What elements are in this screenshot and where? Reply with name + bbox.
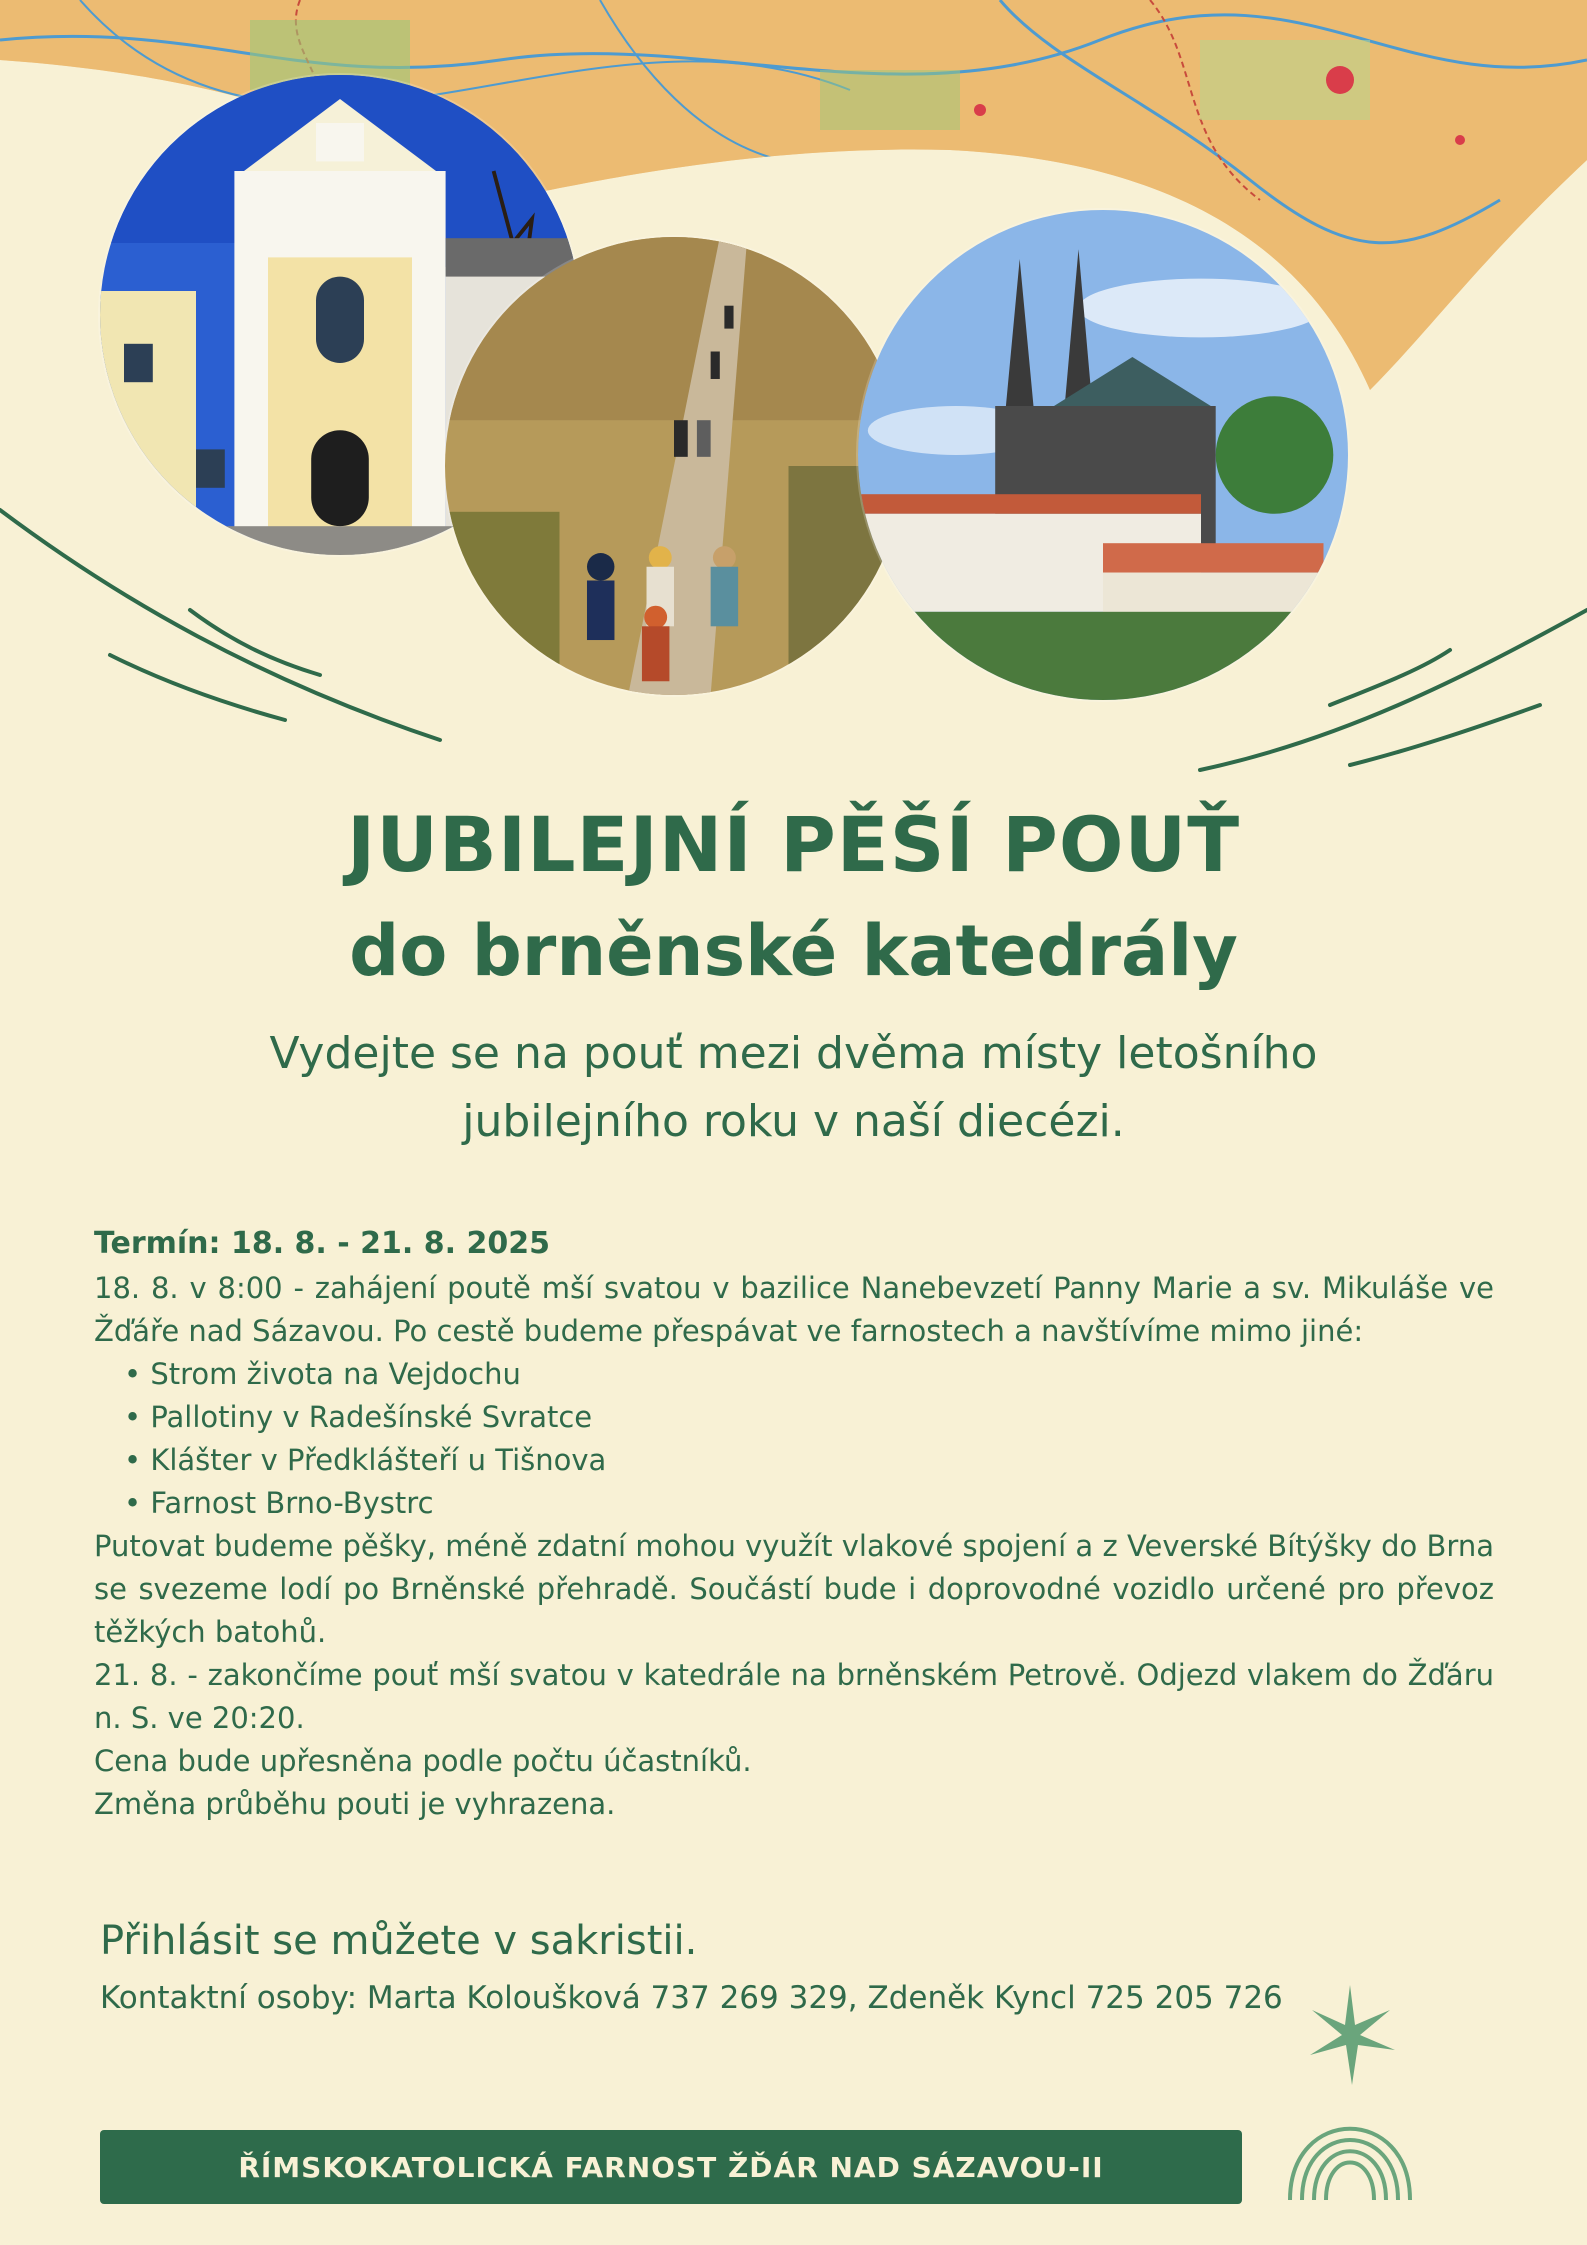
intro-paragraph: 18. 8. v 8:00 - zahájení poutě mší svatou v bazilice Nanebevzetí Panny Marie a sv. Mikuláše ve Žďáře nad Sázavou. Po cestě budeme přespávat ve farnostech a navštívíme mimo jiné: bbox=[94, 1271, 1494, 1348]
parish-name: ŘÍMSKOKATOLICKÁ FARNOST ŽĎÁR NAD SÁZAVOU-II bbox=[238, 2150, 1104, 2184]
tagline-line-1: Vydejte se na pouť mezi dvěma místy letošního bbox=[269, 1028, 1318, 1079]
footer-bar bbox=[100, 2130, 1242, 2204]
event-details bbox=[94, 1222, 1494, 1826]
page-title: JUBILEJNÍ PĚŠÍ POUŤ bbox=[346, 800, 1241, 889]
tagline bbox=[150, 1020, 1437, 1156]
event-date: Termín: 18. 8. - 21. 8. 2025 bbox=[94, 1226, 550, 1261]
list-item: • Farnost Brno-Bystrc bbox=[124, 1482, 1494, 1525]
list-item: • Klášter v Předklášteří u Tišnova bbox=[124, 1439, 1494, 1482]
tagline-line-2: jubilejního roku v naší diecézi. bbox=[462, 1096, 1125, 1147]
ending-paragraph: 21. 8. - zakončíme pouť mší svatou v katedrále na brněnském Petrově. Odjezd vlakem do Žďáru n. S. ve 20:20. bbox=[94, 1658, 1494, 1735]
stops-list bbox=[94, 1353, 1494, 1525]
list-item: • Strom života na Vejdochu bbox=[124, 1353, 1494, 1396]
walking-paragraph: Putovat budeme pěšky, méně zdatní mohou využít vlakové spojení a z Veverské Bítýšky do Brna se svezeme lodí po Brněnské přehradě. Součástí bude i doprovodné vozidlo určené pro převoz těžkých batohů. bbox=[94, 1529, 1494, 1649]
change-note: Změna průběhu pouti je vyhrazena. bbox=[94, 1787, 616, 1821]
signup-info: Přihlásit se můžete v sakristii. bbox=[100, 1918, 698, 1964]
contact-persons: Kontaktní osoby: Marta Koloušková 737 269 329, Zdeněk Kyncl 725 205 726 bbox=[100, 1980, 1283, 2016]
star-arch-logo bbox=[1280, 1975, 1420, 2205]
list-item: • Pallotiny v Radešínské Svratce bbox=[124, 1396, 1494, 1439]
page-subtitle-heading: do brněnské katedrály bbox=[349, 910, 1238, 992]
decorative-swooshes bbox=[0, 480, 1587, 810]
price-note: Cena bude upřesněna podle počtu účastníků. bbox=[94, 1744, 752, 1778]
